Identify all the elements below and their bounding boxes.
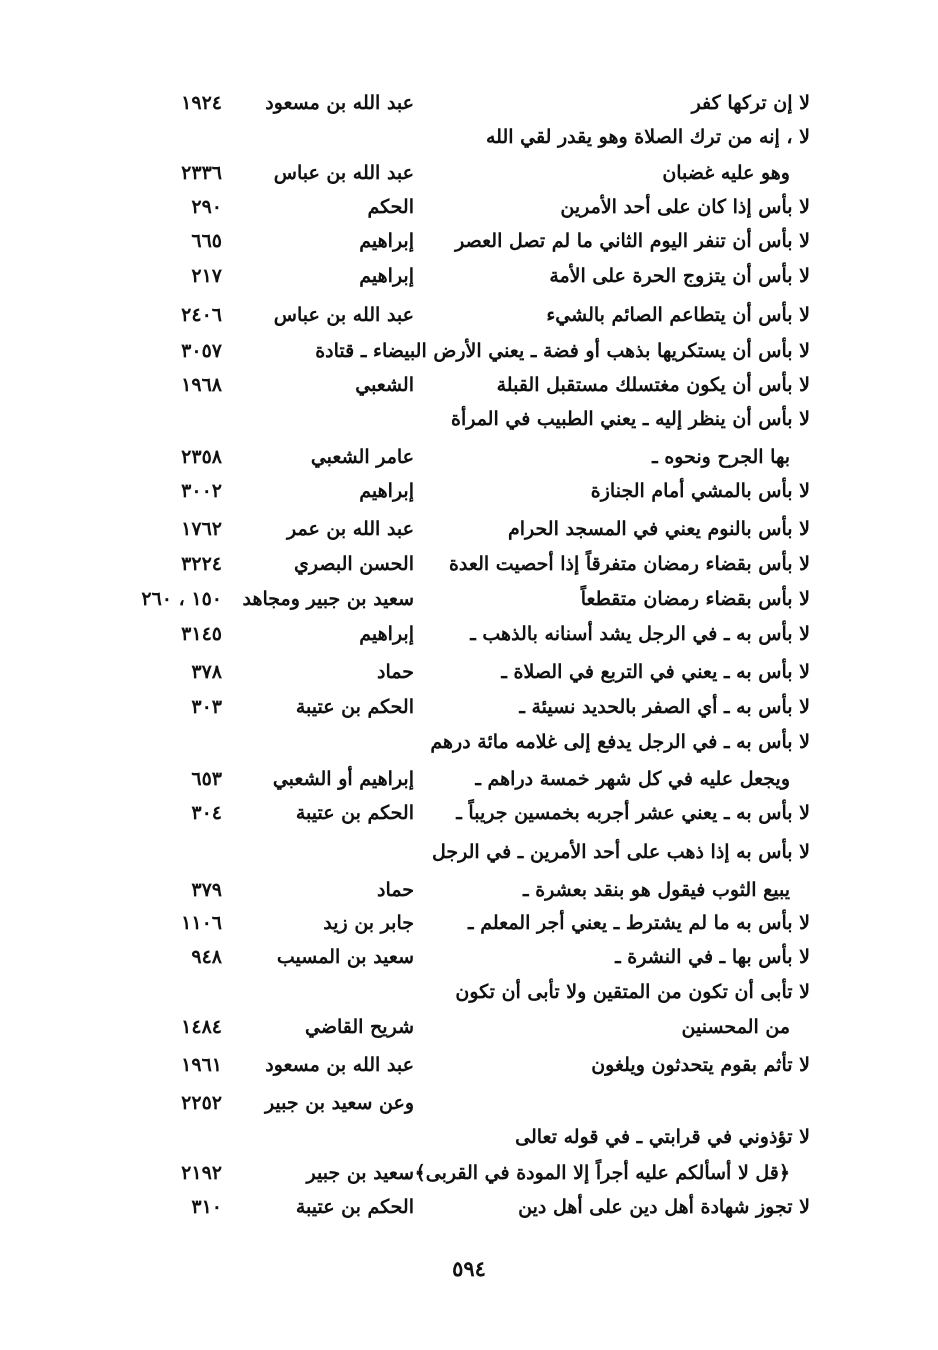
index-entry <box>0 224 938 258</box>
entry-narrator: إبراهيم أو الشعبي <box>272 768 414 790</box>
entry-text: لا بأس أن تنفر اليوم الثاني ما لم تصل العصر <box>455 230 810 252</box>
entry-text: لا بأس أن يستكريها بذهب أو فضة ـ يعني الأرض البيضاء ـ قتادة <box>315 340 810 362</box>
entry-text: لا بأس بقضاء رمضان متقطعاً <box>580 588 810 610</box>
entry-narrator: إبراهيم <box>359 623 414 645</box>
entry-narrator: شريح القاضي <box>304 1016 414 1038</box>
index-entry <box>0 975 938 1009</box>
index-entry <box>0 1086 938 1120</box>
index-entry <box>0 835 938 869</box>
entry-narrator: جابر بن زيد <box>323 912 414 934</box>
entry-text: لا تجوز شهادة أهل دين على أهل دين <box>518 1196 810 1218</box>
entry-text: بها الجرح ونحوه ـ <box>652 446 790 468</box>
entry-text: لا بأس به ما لم يشترط ـ يعني أجر المعلم ـ <box>468 912 810 934</box>
entry-narrator: سعيد بن المسيب <box>276 946 414 968</box>
entry-narrator: عبد الله بن عمر <box>287 518 414 540</box>
index-entry <box>0 762 938 796</box>
index-entry <box>0 1156 938 1190</box>
entry-text: لا بأس بقضاء رمضان متفرقاً إذا أحصيت العدة <box>448 553 810 575</box>
index-entry <box>0 190 938 224</box>
entry-narrator: الحكم بن عتيبة <box>295 1196 414 1218</box>
entry-narrator: إبراهيم <box>359 265 414 287</box>
entry-reference-number: ١٤٨٤ <box>181 1016 222 1038</box>
entry-reference-number: ٣٠٤ <box>191 802 222 824</box>
entry-text: لا بأس بالمشي أمام الجنازة <box>590 480 810 502</box>
index-entry <box>0 334 938 368</box>
index-entry <box>0 86 938 120</box>
entry-narrator: الشعبي <box>355 374 414 396</box>
index-entry <box>0 582 938 616</box>
entry-text: لا بأس أن ينظر إليه ـ يعني الطبيب في المرأة <box>450 408 810 430</box>
index-entry <box>0 617 938 651</box>
entry-text: لا بأس بها ـ في النشرة ـ <box>615 946 810 968</box>
index-entry <box>0 690 938 724</box>
entry-narrator: عبد الله بن مسعود <box>265 92 414 114</box>
entry-reference-number: ١٩٢٤ <box>181 92 222 114</box>
entry-text: لا بأس به ـ يعني عشر أجربه بخمسين جريباً ـ <box>456 802 810 824</box>
index-entry <box>0 547 938 581</box>
entry-text: لا بأس إذا كان على أحد الأمرين <box>560 196 810 218</box>
entry-reference-number: ٣٠٥٧ <box>181 340 222 362</box>
entry-narrator: الحكم بن عتيبة <box>295 802 414 824</box>
entry-reference-number: ٢٩٠ <box>191 196 222 218</box>
entry-reference-number: ٣٧٨ <box>191 661 222 683</box>
entry-text: لا بأس أن يتزوج الحرة على الأمة <box>549 265 810 287</box>
entry-reference-number: ٢١٧ <box>191 265 222 287</box>
entry-reference-number: ٣٢٢٤ <box>181 553 222 575</box>
entry-reference-number: ١٩٦١ <box>181 1054 222 1076</box>
entry-reference-number: ٢١٩٢ <box>181 1162 222 1184</box>
index-entry <box>0 259 938 293</box>
entry-narrator: عبد الله بن عباس <box>273 304 414 326</box>
entry-reference-number: ٣٠٠٢ <box>181 480 222 502</box>
entry-text: ويجعل عليه في كل شهر خمسة دراهم ـ <box>475 768 790 790</box>
entry-narrator: إبراهيم <box>359 480 414 502</box>
entry-reference-number: ٩٤٨ <box>191 946 222 968</box>
entry-text: لا بأس أن يتطاعم الصائم بالشيء <box>546 304 810 326</box>
index-entry <box>0 402 938 436</box>
entry-reference-number: ١٧٦٢ <box>181 518 222 540</box>
index-entry <box>0 120 938 154</box>
entry-text: لا بأس به إذا ذهب على أحد الأمرين ـ في الرجل <box>431 841 810 863</box>
entry-narrator: سعيد بن جبير <box>306 1162 414 1184</box>
entry-reference-number: ٢٣٥٨ <box>181 446 222 468</box>
entry-text: من المحسنين <box>681 1016 790 1038</box>
entry-reference-number: ١١٠٦ <box>181 912 222 934</box>
entry-text: ﴿قل لا أسألكم عليه أجراً إلا المودة في القربى﴾ ـ <box>402 1162 790 1184</box>
entry-narrator: عامر الشعبي <box>310 446 414 468</box>
entry-text: لا تؤذوني في قرابتي ـ في قوله تعالى <box>515 1126 810 1148</box>
entry-text: لا بأس أن يكون مغتسلك مستقبل القبلة <box>496 374 810 396</box>
entry-narrator: وعن سعيد بن جبير <box>264 1092 414 1114</box>
index-entry <box>0 940 938 974</box>
entry-reference-number: ٣١٤٥ <box>181 623 222 645</box>
entry-reference-number: ٦٥٣ <box>191 768 222 790</box>
index-entry <box>0 1120 938 1154</box>
entry-narrator: حماد <box>377 661 414 683</box>
entry-reference-number: ٣١٠ <box>191 1196 222 1218</box>
entry-text: لا بأس به ـ يعني في التربع في الصلاة ـ <box>501 661 810 683</box>
entry-narrator: حماد <box>377 879 414 901</box>
entry-narrator: الحكم بن عتيبة <box>295 696 414 718</box>
index-entry <box>0 873 938 907</box>
entry-reference-number: ٣٠٣ <box>191 696 222 718</box>
entry-text: لا بأس به ـ في الرجل يدفع إلى غلامه مائة درهم <box>430 731 810 753</box>
entry-text: وهو عليه غضبان <box>662 162 790 184</box>
page-number: ٥٩٤ <box>452 1256 486 1281</box>
entry-text: لا إن تركها كفر <box>691 92 810 114</box>
index-entry <box>0 796 938 830</box>
index-entry <box>0 1190 938 1224</box>
entry-text: يبيع الثوب فيقول هو بنقد بعشرة ـ <box>523 879 790 901</box>
entry-reference-number: ٣٧٩ <box>191 879 222 901</box>
index-entry <box>0 1048 938 1082</box>
index-entry <box>0 298 938 332</box>
entry-text: لا تأبى أن تكون من المتقين ولا تأبى أن تكون <box>455 981 810 1003</box>
index-entry <box>0 156 938 190</box>
entry-narrator: الحكم <box>367 196 414 218</box>
entry-text: لا بأس به ـ أي الصفر بالحديد نسيئة ـ <box>519 696 810 718</box>
entry-reference-number: ٢٣٣٦ <box>181 162 222 184</box>
entry-narrator: عبد الله بن مسعود <box>265 1054 414 1076</box>
index-entry <box>0 512 938 546</box>
index-entry <box>0 368 938 402</box>
entry-reference-number: ١٩٦٨ <box>181 374 222 396</box>
index-entry <box>0 474 938 508</box>
entry-text: لا تأثم بقوم يتحدثون ويلغون <box>591 1054 810 1076</box>
entry-text: لا بأس بالنوم يعني في المسجد الحرام <box>507 518 810 540</box>
index-entry <box>0 655 938 689</box>
entry-reference-number: ١٥٠ ، ٢٦٠ <box>141 588 222 610</box>
index-entry <box>0 906 938 940</box>
entry-narrator: عبد الله بن عباس <box>273 162 414 184</box>
index-entry <box>0 440 938 474</box>
entry-reference-number: ٢٤٠٦ <box>181 304 222 326</box>
index-entry <box>0 1010 938 1044</box>
entry-narrator: إبراهيم <box>359 230 414 252</box>
entry-narrator: الحسن البصري <box>294 553 414 575</box>
entry-text: لا بأس به ـ في الرجل يشد أسنانه بالذهب ـ <box>470 623 810 645</box>
entry-reference-number: ٦٦٥ <box>191 230 222 252</box>
entry-reference-number: ٢٢٥٢ <box>181 1092 222 1114</box>
entry-text: لا ، إنه من ترك الصلاة وهو يقدر لقي الله <box>485 126 810 148</box>
entry-narrator: سعيد بن جبير ومجاهد <box>242 588 414 610</box>
index-entry <box>0 725 938 759</box>
